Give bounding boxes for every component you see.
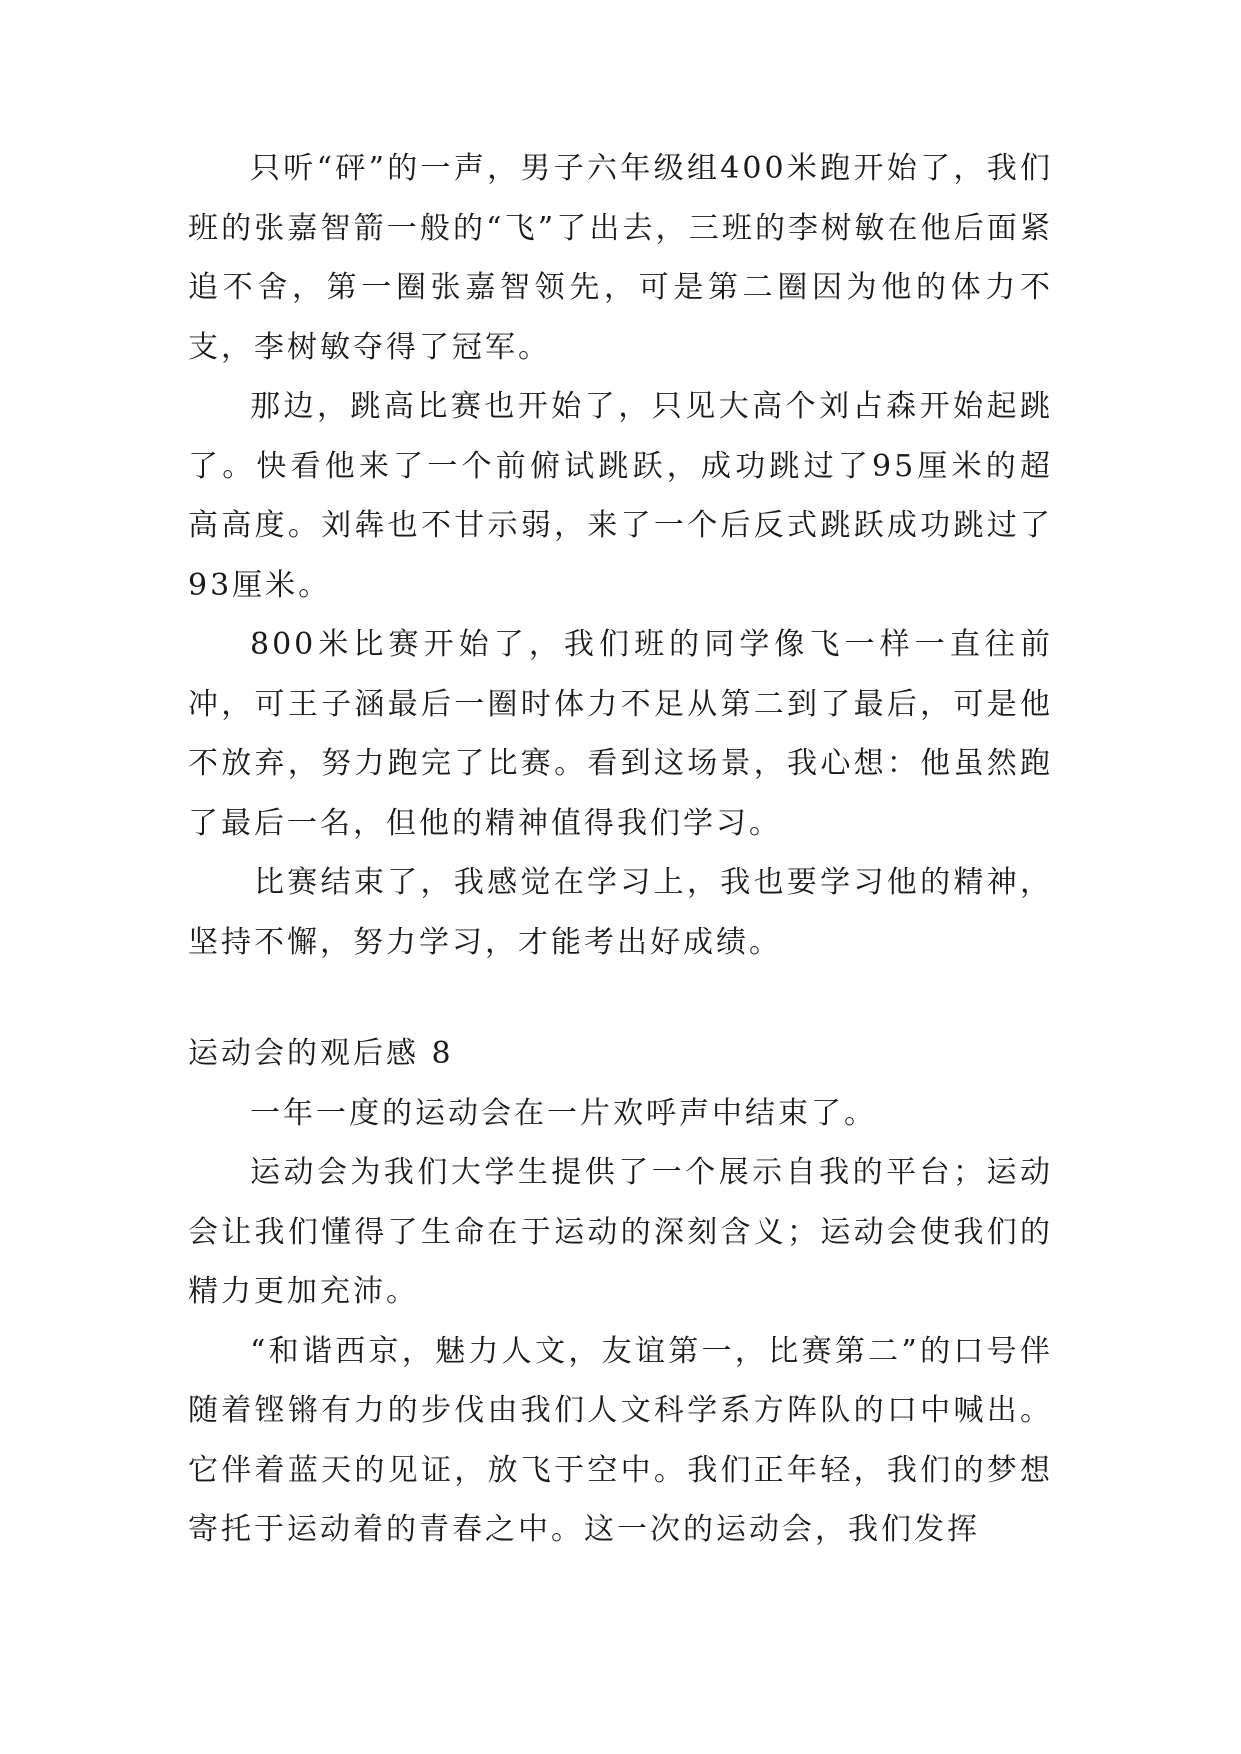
- paragraph-800m-race: 800米比赛开始了，我们班的同学像飞一样一直往前冲，可王子涵最后一圈时体力不足从第二到了最后，可是他不放弃，努力跑完了比赛。看到这场景，我心想：他虽然跑了最后一名，但他的精神值得我们学习。: [188, 627, 1053, 841]
- section-2: [188, 1024, 1053, 1560]
- paragraph-sports-meet-end: 一年一度的运动会在一片欢呼声中结束了。: [250, 1095, 877, 1131]
- paragraph-sports-meet-platform: 运动会为我们大学生提供了一个展示自我的平台；运动会让我们懂得了生命在于运动的深刻含义；运动会使我们的精力更加充沛。: [188, 1155, 1053, 1309]
- paragraph-400m-race: 只听“砰”的一声，男子六年级组400米跑开始了，我们班的张嘉智箭一般的“飞”了出去，三班的李树敏在他后面紧追不舍，第一圈张嘉智领先，可是第二圈因为他的体力不支，李树敏夺得了冠军。: [188, 151, 1053, 365]
- section-1: [188, 139, 1053, 972]
- paragraph-high-jump: 那边，跳高比赛也开始了，只见大高个刘占森开始起跳了。快看他来了一个前俯试跳跃，成功跳过了95厘米的超高高度。刘犇也不甘示弱，来了一个后反式跳跃成功跳过了93厘米。: [188, 389, 1053, 603]
- paragraph-slogan: “和谐西京，魅力人文，友谊第一，比赛第二”的口号伴随着铿锵有力的步伐由我们人文科学系方阵队的口中喊出。它伴着蓝天的见证，放飞于空中。我们正年轻，我们的梦想寄托于运动着的青春之中。这一次的运动会，我们发挥: [188, 1333, 1053, 1547]
- paragraph-conclusion: 比赛结束了，我感觉在学习上，我也要学习他的精神，坚持不懈，努力学习，才能考出好成绩。: [188, 865, 1053, 960]
- section-heading: 运动会的观后感 8: [188, 1036, 454, 1071]
